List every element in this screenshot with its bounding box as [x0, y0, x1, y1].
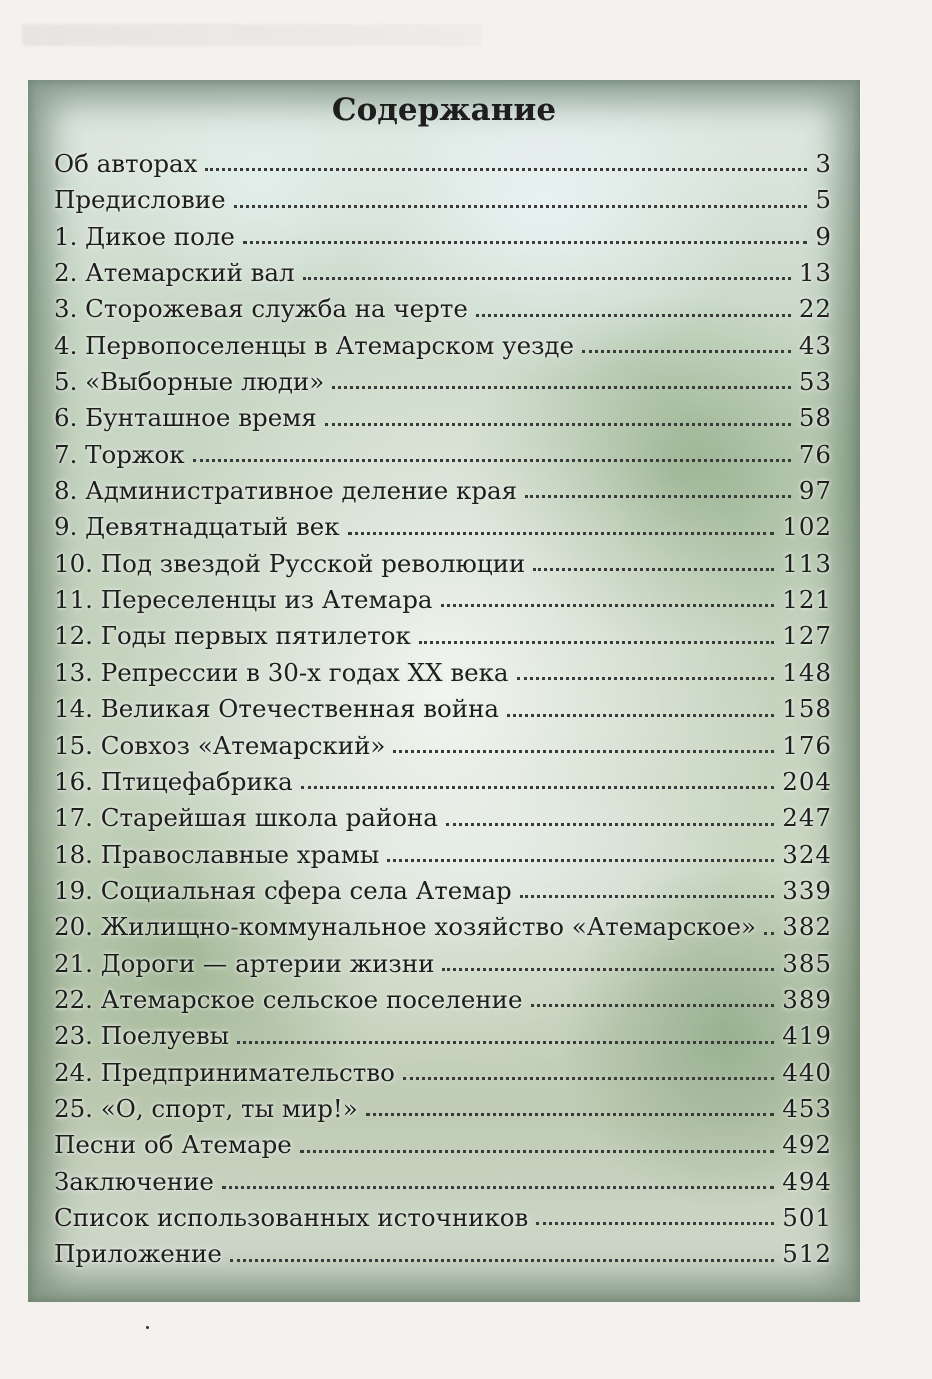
toc-entry-page: 121 — [782, 585, 832, 615]
toc-entry-title: 11. Переселенцы из Атемара — [54, 585, 433, 615]
toc-entry-page: 76 — [798, 439, 832, 469]
toc-entry-title: 4. Первопоселенцы в Атемарском уезде — [54, 330, 575, 360]
toc-entry-title: Список использованных источников — [54, 1202, 529, 1232]
dot-leader — [348, 532, 774, 535]
toc-entry[interactable] — [54, 1127, 832, 1163]
toc-entry-title: 5. «Выборные люди» — [54, 367, 325, 397]
toc-entry-page: 102 — [782, 512, 832, 542]
dot-leader — [517, 677, 774, 680]
toc-entry-page: 176 — [782, 730, 832, 760]
dot-leader — [441, 604, 774, 607]
dot-leader — [366, 1113, 774, 1116]
dot-leader — [387, 859, 774, 862]
toc-entry-page: 158 — [782, 694, 832, 724]
toc-entry-page: 492 — [782, 1130, 832, 1160]
toc-list — [54, 146, 832, 1273]
dot-leader — [193, 459, 791, 462]
toc-entry-page: 53 — [798, 367, 832, 397]
toc-entry-title: 8. Административное деление края — [54, 476, 518, 506]
toc-entry-title: 6. Бунташное время — [54, 403, 317, 433]
dot-leader — [332, 386, 791, 389]
toc-entry[interactable] — [54, 328, 832, 364]
toc-entry-page: 512 — [782, 1239, 832, 1269]
toc-entry-title: 22. Атемарское сельское поселение — [54, 984, 523, 1014]
toc-entry-page: 22 — [798, 294, 832, 324]
dot-leader — [507, 714, 774, 717]
toc-entry-page: 3 — [815, 149, 832, 178]
toc-entry[interactable] — [54, 364, 832, 400]
toc-entry[interactable] — [54, 473, 832, 509]
toc-entry[interactable] — [54, 546, 832, 582]
toc-entry-title: 14. Великая Отечественная война — [54, 694, 500, 724]
toc-entry[interactable] — [54, 1091, 832, 1127]
toc-entry-page: 13 — [798, 258, 832, 288]
toc-entry[interactable] — [54, 1236, 832, 1272]
toc-entry[interactable] — [54, 800, 832, 836]
toc-entry[interactable] — [54, 1018, 832, 1054]
bleed-through-header — [22, 24, 482, 46]
toc-entry-page: 58 — [798, 403, 832, 433]
toc-entry-title: Песни об Атемаре — [54, 1130, 292, 1160]
dot-leader — [525, 495, 791, 498]
dot-leader — [243, 241, 807, 244]
toc-entry[interactable] — [54, 146, 832, 182]
toc-entry-title: 15. Совхоз «Атемарский» — [54, 730, 386, 760]
toc-entry-page: 113 — [782, 548, 832, 578]
toc-entry-title: 7. Торжок — [54, 439, 185, 469]
toc-entry-title: 10. Под звездой Русской революции — [54, 548, 526, 578]
toc-entry[interactable] — [54, 291, 832, 327]
toc-entry-page: 148 — [782, 657, 832, 687]
toc-panel — [28, 80, 860, 1302]
dot-leader — [393, 750, 774, 753]
toc-entry-page: 324 — [782, 839, 832, 869]
dot-leader — [325, 423, 791, 426]
toc-entry[interactable] — [54, 691, 832, 727]
toc-entry-title: 1. Дикое поле — [54, 221, 235, 251]
toc-entry-title: Предисловие — [54, 185, 226, 215]
toc-entry-title: Приложение — [54, 1239, 222, 1269]
toc-entry-page: 494 — [782, 1166, 832, 1196]
toc-entry-title: 21. Дороги — артерии жизни — [54, 948, 435, 978]
toc-entry[interactable] — [54, 618, 832, 654]
toc-entry-page: 419 — [782, 1021, 832, 1051]
toc-entry-title: 17. Старейшая школа района — [54, 803, 438, 833]
dot-leader — [582, 350, 791, 353]
toc-entry-page: 97 — [798, 476, 832, 506]
dot-leader — [301, 786, 774, 789]
toc-entry-title: 12. Годы первых пятилеток — [54, 621, 411, 651]
toc-entry[interactable] — [54, 982, 832, 1018]
toc-entry-page: 440 — [782, 1057, 832, 1087]
toc-entry[interactable] — [54, 182, 832, 218]
toc-title: Содержание — [331, 92, 557, 128]
dot-leader — [531, 1004, 774, 1007]
toc-entry[interactable] — [54, 219, 832, 255]
toc-entry-title: 16. Птицефабрика — [54, 766, 293, 796]
toc-entry-page: 385 — [782, 948, 832, 978]
toc-entry[interactable] — [54, 509, 832, 545]
toc-entry[interactable] — [54, 946, 832, 982]
dot-leader — [446, 823, 774, 826]
toc-entry-title: 9. Девятнадцатый век — [54, 512, 340, 542]
toc-entry-title: 25. «О, спорт, ты мир!» — [54, 1093, 358, 1123]
dot-leader — [300, 1150, 774, 1153]
dot-leader — [403, 1077, 774, 1080]
toc-entry-page: 389 — [782, 984, 832, 1014]
toc-entry[interactable] — [54, 582, 832, 618]
dot-leader — [442, 968, 774, 971]
toc-entry-page: 247 — [782, 803, 832, 833]
toc-entry-title: Заключение — [54, 1166, 214, 1196]
toc-entry-title: 2. Атемарский вал — [54, 258, 295, 288]
dot-leader — [222, 1186, 774, 1189]
toc-entry-title: 13. Репрессии в 30-х годах XX века — [54, 657, 509, 687]
toc-entry-page: 453 — [782, 1093, 832, 1123]
toc-entry[interactable] — [54, 728, 832, 764]
toc-entry-title: 18. Православные храмы — [54, 839, 380, 869]
toc-entry[interactable] — [54, 255, 832, 291]
toc-entry-title: 3. Сторожевая служба на черте — [54, 294, 468, 324]
toc-entry-page: 501 — [782, 1202, 832, 1232]
toc-entry[interactable] — [54, 873, 832, 909]
dot-leader — [476, 314, 791, 317]
toc-entry-title: 23. Поелуевы — [54, 1021, 230, 1051]
toc-entry-page: 382 — [782, 912, 832, 942]
toc-entry[interactable] — [54, 655, 832, 691]
dot-leader — [536, 1222, 774, 1225]
toc-entry-page: 43 — [798, 330, 832, 360]
dot-leader — [234, 205, 807, 208]
toc-entry-title: Об авторах — [54, 149, 198, 178]
toc-entry[interactable] — [54, 400, 832, 436]
toc-entry-page: 204 — [782, 766, 832, 796]
toc-entry[interactable] — [54, 1200, 832, 1236]
toc-entry-page: 5 — [815, 185, 832, 215]
toc-entry-page: 339 — [782, 875, 832, 905]
toc-entry-title: 19. Социальная сфера села Атемар — [54, 875, 512, 905]
dot-leader — [303, 277, 791, 280]
toc-entry[interactable] — [54, 1055, 832, 1091]
toc-entry-page: 127 — [782, 621, 832, 651]
dot-leader — [237, 1041, 774, 1044]
dot-leader — [520, 895, 774, 898]
toc-entry[interactable] — [54, 1164, 832, 1200]
dot-leader — [419, 641, 774, 644]
toc-entry[interactable] — [54, 837, 832, 873]
toc-entry-title: 20. Жилищно-коммунальное хозяйство «Атемарское» — [54, 912, 756, 942]
toc-entry[interactable] — [54, 909, 832, 945]
dot-leader — [764, 932, 774, 935]
toc-entry-title: 24. Предпринимательство — [54, 1057, 395, 1087]
page-speck — [146, 1326, 149, 1329]
toc-entry-page: 9 — [815, 221, 832, 251]
dot-leader — [533, 568, 774, 571]
toc-entry[interactable] — [54, 437, 832, 473]
dot-leader — [230, 1259, 774, 1262]
dot-leader — [205, 168, 807, 171]
toc-entry[interactable] — [54, 764, 832, 800]
